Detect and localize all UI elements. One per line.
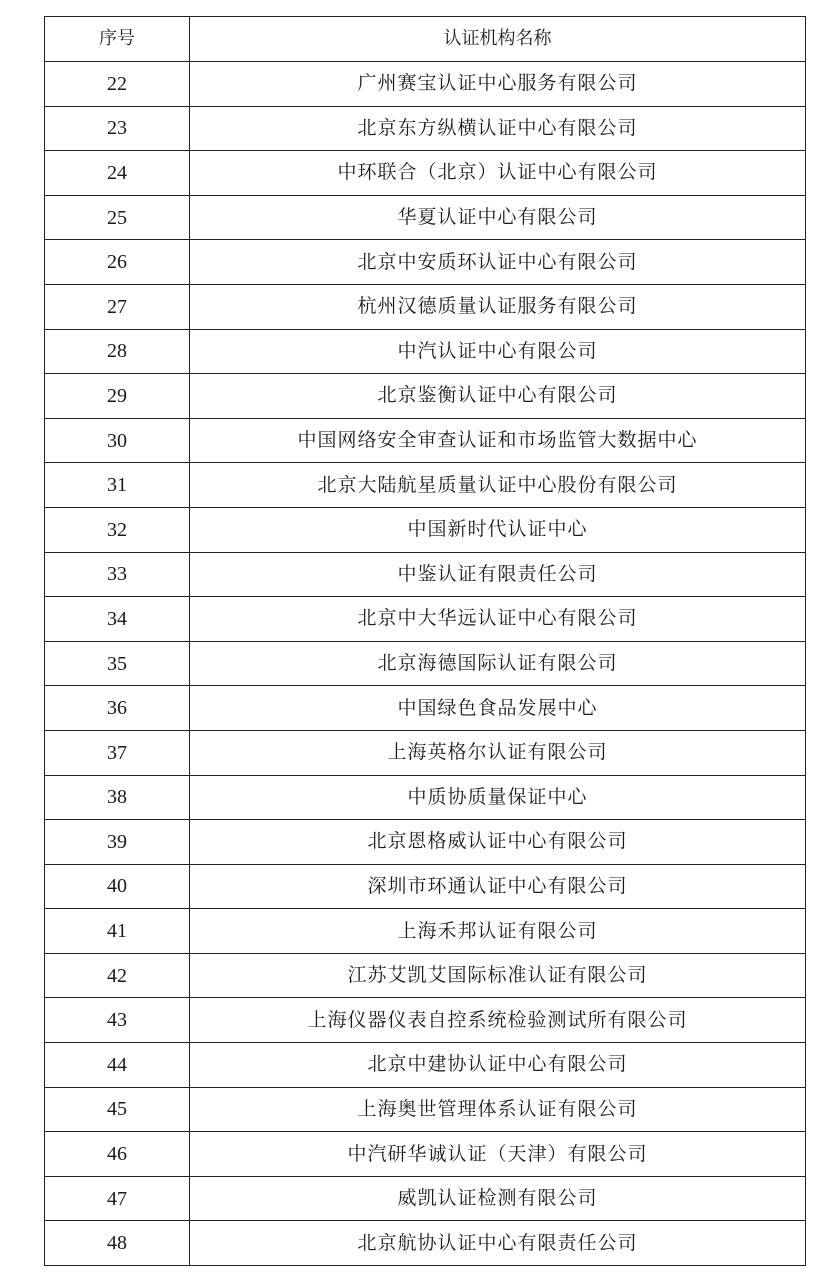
certification-body-table	[44, 16, 806, 1266]
table-row	[45, 62, 806, 107]
table-row	[45, 686, 806, 731]
table-row	[45, 953, 806, 998]
table-row	[45, 998, 806, 1043]
serial-number-cell: 46	[45, 1132, 190, 1177]
institution-name-cell: 北京恩格威认证中心有限公司	[190, 820, 806, 865]
institution-name-cell: 中国新时代认证中心	[190, 507, 806, 552]
table-row	[45, 909, 806, 954]
table-header	[45, 17, 806, 62]
table-row	[45, 106, 806, 151]
institution-name-cell: 中质协质量保证中心	[190, 775, 806, 820]
institution-name-cell: 北京东方纵横认证中心有限公司	[190, 106, 806, 151]
institution-name-cell: 中汽研华诚认证（天津）有限公司	[190, 1132, 806, 1177]
institution-name-cell: 深圳市环通认证中心有限公司	[190, 864, 806, 909]
serial-number-cell: 36	[45, 686, 190, 731]
serial-number-cell: 34	[45, 597, 190, 642]
serial-number-cell: 28	[45, 329, 190, 374]
table-row	[45, 1132, 806, 1177]
serial-number-cell: 41	[45, 909, 190, 954]
serial-number-cell: 39	[45, 820, 190, 865]
institution-name-cell: 北京海德国际认证有限公司	[190, 641, 806, 686]
table-row	[45, 1176, 806, 1221]
serial-number-cell: 47	[45, 1176, 190, 1221]
table-row	[45, 1087, 806, 1132]
serial-number-cell: 42	[45, 953, 190, 998]
serial-number-cell: 45	[45, 1087, 190, 1132]
serial-number-cell: 30	[45, 418, 190, 463]
table-row	[45, 1221, 806, 1266]
table-row	[45, 820, 806, 865]
institution-name-cell: 中国网络安全审查认证和市场监管大数据中心	[190, 418, 806, 463]
table-row	[45, 240, 806, 285]
serial-number-cell: 29	[45, 374, 190, 419]
institution-name-cell: 杭州汉德质量认证服务有限公司	[190, 284, 806, 329]
header-serial-number: 序号	[45, 17, 190, 62]
header-institution-name: 认证机构名称	[190, 17, 806, 62]
institution-name-cell: 中国绿色食品发展中心	[190, 686, 806, 731]
serial-number-cell: 43	[45, 998, 190, 1043]
table-body	[45, 62, 806, 1266]
institution-name-cell: 北京中大华远认证中心有限公司	[190, 597, 806, 642]
institution-name-cell: 上海仪器仪表自控系统检验测试所有限公司	[190, 998, 806, 1043]
institution-name-cell: 上海禾邦认证有限公司	[190, 909, 806, 954]
serial-number-cell: 31	[45, 463, 190, 508]
table-row	[45, 552, 806, 597]
serial-number-cell: 33	[45, 552, 190, 597]
institution-name-cell: 北京中安质环认证中心有限公司	[190, 240, 806, 285]
institution-name-cell: 北京航协认证中心有限责任公司	[190, 1221, 806, 1266]
table-row	[45, 597, 806, 642]
institution-name-cell: 江苏艾凯艾国际标准认证有限公司	[190, 953, 806, 998]
table-row	[45, 418, 806, 463]
serial-number-cell: 23	[45, 106, 190, 151]
table-row	[45, 864, 806, 909]
institution-name-cell: 北京鉴衡认证中心有限公司	[190, 374, 806, 419]
table-row	[45, 775, 806, 820]
serial-number-cell: 27	[45, 284, 190, 329]
table-row	[45, 284, 806, 329]
institution-name-cell: 上海英格尔认证有限公司	[190, 730, 806, 775]
table-row	[45, 463, 806, 508]
serial-number-cell: 48	[45, 1221, 190, 1266]
table-row	[45, 151, 806, 196]
header-row	[45, 17, 806, 62]
serial-number-cell: 26	[45, 240, 190, 285]
serial-number-cell: 25	[45, 195, 190, 240]
institution-name-cell: 北京中建协认证中心有限公司	[190, 1043, 806, 1088]
table-row	[45, 1043, 806, 1088]
table-row	[45, 641, 806, 686]
serial-number-cell: 38	[45, 775, 190, 820]
table-row	[45, 329, 806, 374]
institution-name-cell: 中环联合（北京）认证中心有限公司	[190, 151, 806, 196]
table-row	[45, 730, 806, 775]
serial-number-cell: 35	[45, 641, 190, 686]
serial-number-cell: 37	[45, 730, 190, 775]
institution-name-cell: 上海奥世管理体系认证有限公司	[190, 1087, 806, 1132]
serial-number-cell: 24	[45, 151, 190, 196]
serial-number-cell: 32	[45, 507, 190, 552]
table-row	[45, 195, 806, 240]
institution-name-cell: 广州赛宝认证中心服务有限公司	[190, 62, 806, 107]
serial-number-cell: 44	[45, 1043, 190, 1088]
table-row	[45, 507, 806, 552]
institution-name-cell: 威凯认证检测有限公司	[190, 1176, 806, 1221]
institution-name-cell: 中鉴认证有限责任公司	[190, 552, 806, 597]
institution-name-cell: 中汽认证中心有限公司	[190, 329, 806, 374]
table-row	[45, 374, 806, 419]
serial-number-cell: 22	[45, 62, 190, 107]
serial-number-cell: 40	[45, 864, 190, 909]
institution-name-cell: 北京大陆航星质量认证中心股份有限公司	[190, 463, 806, 508]
institution-name-cell: 华夏认证中心有限公司	[190, 195, 806, 240]
